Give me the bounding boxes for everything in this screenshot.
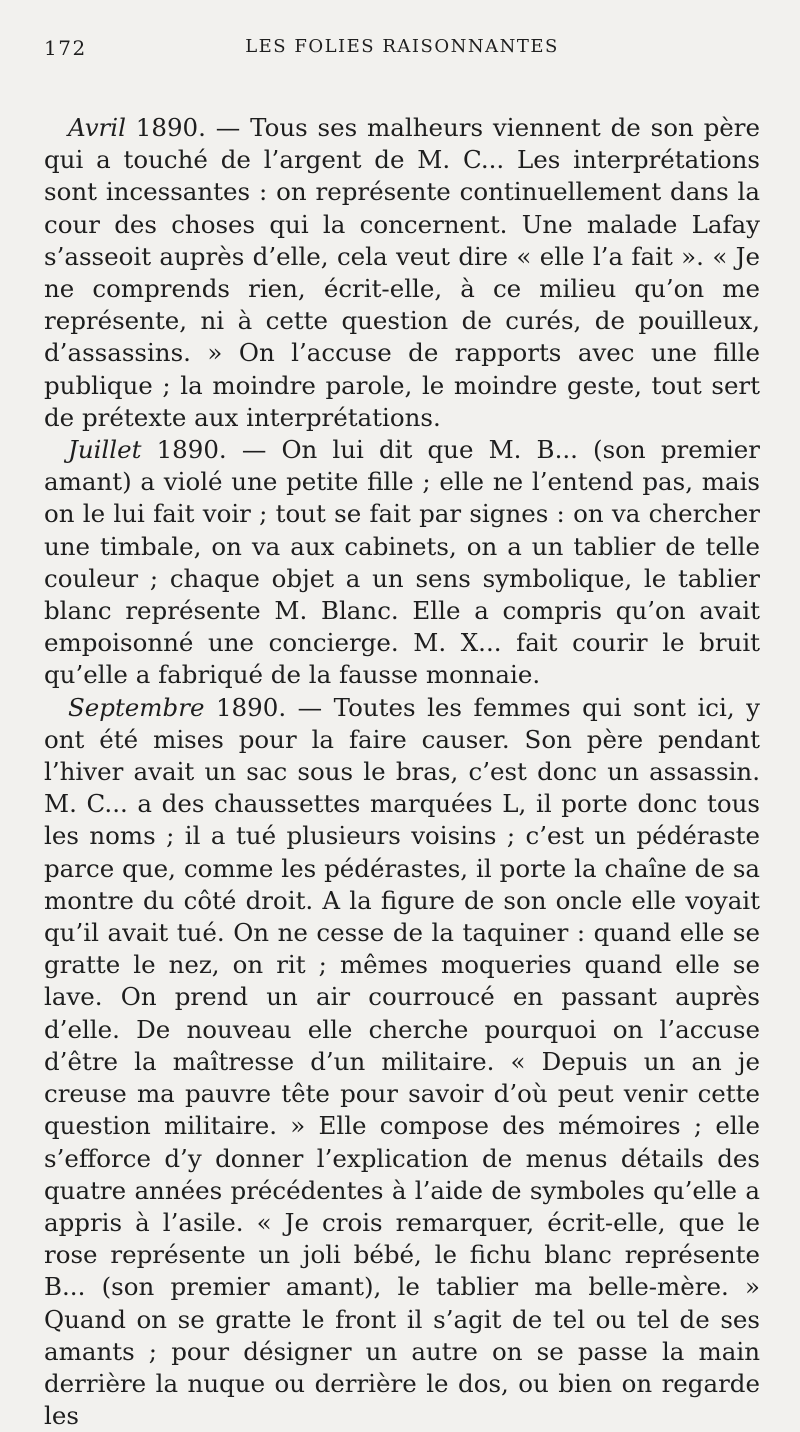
paragraph-avril [44, 112, 760, 434]
page-number: 172 [44, 36, 87, 60]
date-label: Septembre [68, 692, 205, 722]
paragraph-text: 1890. — Tous ses malheurs viennent de son père qui a touché de l’argent de M. C... Les interprétations sont incessantes : on représente continuellement dans la cour des choses qui la concernent. Une malade Lafay s’asseoit auprès d’elle, cela veut dire « elle l’a fait ». « Je ne comprends rien, écrit-elle, à ce milieu qu’on me représente, ni à cette question de curés, de pouilleux, d’assassins. » On l’accuse de rapports avec une fille publique ; la moindre parole, le moindre geste, tout sert de prétexte aux interprétations. [44, 113, 760, 432]
date-label: Avril [68, 113, 126, 142]
paragraph-juillet [44, 434, 760, 692]
paragraph-text: 1890. — On lui dit que M. B... (son premier amant) a violé une petite fille ; elle ne l’entend pas, mais on le lui fait voir ; tout se fait par signes : on va chercher une timbale, on va aux cabinets, on a un tablier de telle couleur ; chaque objet a un sens symbolique, le tablier blanc représente M. Blanc. Elle a compris qu’on avait empoisonné une concierge. M. X... fait courir le bruit qu’elle a fabriqué de la fausse monnaie. [44, 435, 760, 690]
date-label: Juillet [68, 435, 142, 465]
paragraph-text: 1890. — Toutes les femmes qui sont ici, y ont été mises pour la faire causer. Son père pendant l’hiver avait un sac sous le bras, c’est donc un assassin. M. C... a des chaussettes marquées L, il porte donc tous les noms ; il a tué plusieurs voisins ; c’est un pédéraste parce que, comme les pédérastes, il porte la chaîne de sa montre du côté droit. A la figure de son oncle elle voyait qu’il avait tué. On ne cesse de la taquiner : quand elle se gratte le nez, on rit ; mêmes moqueries quand elle se lave. On prend un air courroucé en passant auprès d’elle. De nouveau elle cherche pourquoi on l’accuse d’être la maîtresse d’un militaire. « Depuis un an je creuse ma pauvre tête pour savoir d’où peut venir cette question militaire. » Elle compose des mémoires ; elle s’efforce d’y donner l’explication de menus détails des quatre années précédentes à l’aide de symboles qu’elle a appris à l’asile. « Je crois remarquer, écrit-elle, que le rose représente un joli bébé, le fichu blanc représente B... (son premier amant), le tablier ma belle-mère. » Quand on se gratte le front il s’agit de tel ou tel de ses amants ; pour désigner un autre on se passe la main derrière la nuque ou derrière le dos, ou bien on regarde les [44, 692, 760, 1431]
running-head [44, 30, 760, 64]
paragraph-septembre [44, 692, 760, 1432]
body-text [44, 112, 760, 1432]
running-title: LES FOLIES RAISONNANTES [245, 36, 559, 57]
